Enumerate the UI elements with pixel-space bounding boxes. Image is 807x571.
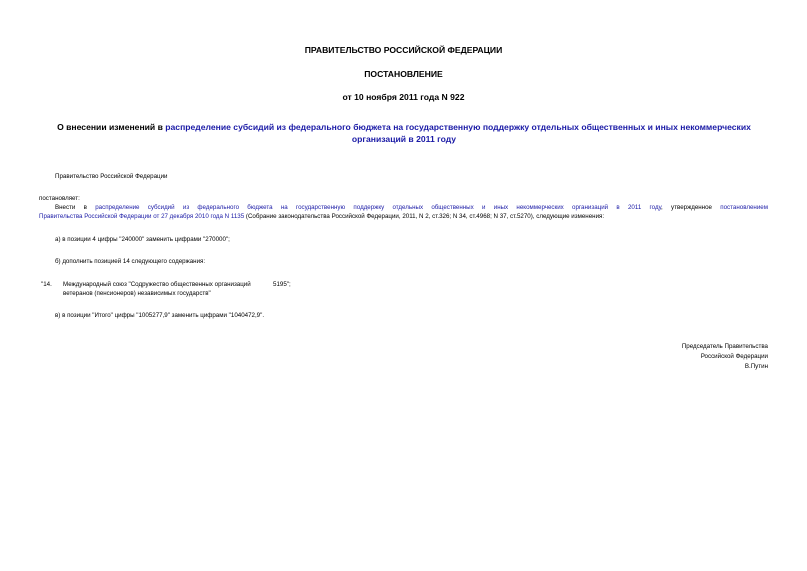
distribution-link[interactable]: распределение субсидий из федерального бюджета на государственную поддержку отдельных общественных и иных некоммерческих организаций в 2011 году xyxy=(95,204,662,211)
title-prefix: О внесении изменений в xyxy=(57,122,166,132)
title-link[interactable]: распределение субсидий из федерального бюджета на государственную поддержку отдельных общественных и иных некоммерческих организаций в 2011 году xyxy=(165,122,751,144)
paragraph-1 xyxy=(39,203,768,221)
position-14-amount: 5195"; xyxy=(273,281,291,288)
p1-start: Внести в xyxy=(55,204,96,211)
resolution-link-b[interactable]: Правительства Российской Федерации от 27 декабря 2010 года N 1135 xyxy=(39,213,245,220)
p1-mid: , утвержденное xyxy=(661,204,721,211)
position-14-name-line-2: ветеранов (пенсионеров) независимых государств" xyxy=(63,290,211,297)
position-14-name-line-1: Международный союз "Содружество общественных организаций xyxy=(63,281,251,288)
document-title xyxy=(40,121,768,145)
position-14-number: "14. xyxy=(41,281,52,288)
item-a: а) в позиции 4 цифры "240000" заменить цифрами "270000"; xyxy=(55,236,230,243)
document-type: ПОСТАНОВЛЕНИЕ xyxy=(364,69,443,79)
signature-block xyxy=(682,342,768,371)
government-line: Правительство Российской Федерации xyxy=(55,173,168,180)
item-b: б) дополнить позицией 14 следующего содержания: xyxy=(55,258,206,265)
signature-title-line-1: Председатель Правительства xyxy=(681,343,768,350)
paragraph-1-line-2 xyxy=(39,212,768,221)
item-c: в) в позиции "Итого" цифры "1005277,9" заменить цифрами "1040472,9". xyxy=(55,312,265,319)
resolution-link-a[interactable]: постановлением xyxy=(720,204,768,211)
signature-title-line-2: Российской Федерации xyxy=(700,353,768,360)
signature-name: В.Путин xyxy=(744,363,768,370)
decrees-line: постановляет: xyxy=(39,195,80,202)
government-heading: ПРАВИТЕЛЬСТВО РОССИЙСКОЙ ФЕДЕРАЦИИ xyxy=(304,45,503,55)
p1-end: (Собрание законодательства Российской Федерации, 2011, N 2, ст.326; N 34, ст.4968; N 37, ст.5270), следующие изменения: xyxy=(244,213,605,220)
document-date-number: от 10 ноября 2011 года N 922 xyxy=(342,92,465,102)
paragraph-1-line-1 xyxy=(39,203,768,212)
